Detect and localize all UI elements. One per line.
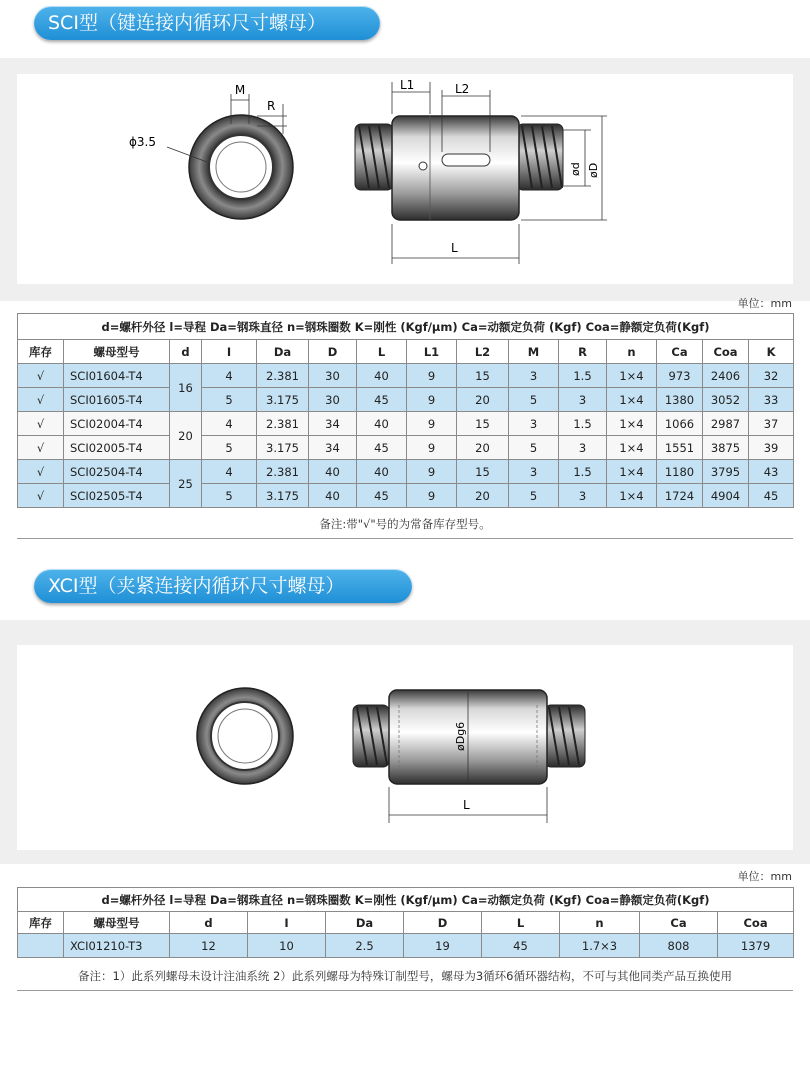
sci-spec-table [17, 313, 794, 508]
col-n: n [560, 912, 640, 934]
section1-note: 备注:带"√"号的为常备库存型号。 [319, 517, 491, 531]
label-d-small: ød [569, 162, 582, 176]
section2-title [34, 569, 412, 603]
col-dd: D [404, 912, 482, 934]
sci-header-row [18, 340, 794, 364]
col-r: R [559, 340, 607, 364]
col-dd: D [309, 340, 357, 364]
group-d: 25 [170, 460, 202, 508]
xci-spec-table [17, 887, 794, 958]
xci-header-row [18, 912, 794, 934]
table-row: √ SCI02505-T4 5 3.175 40 45 9 20 5 3 1×4 1724 4904 45 [18, 484, 794, 508]
label-hole: ϕ3.5 [129, 135, 156, 149]
col-d: d [170, 912, 248, 934]
col-n: n [607, 340, 657, 364]
label-d-big: øD [587, 162, 600, 178]
col-k: K [749, 340, 794, 364]
section2-drawing-area [17, 645, 793, 850]
table-row: √ SCI02504-T4 25 4 2.381 40 40 9 15 3 1.5 1×4 1180 3795 43 [18, 460, 794, 484]
col-l1: L1 [407, 340, 457, 364]
section1-drawing-panel [0, 58, 810, 301]
xci-legend: d=螺杆外径 l=导程 Da=钢珠直径 n=钢珠圈数 K=刚性 (Kgf/μm) Ca=动额定负荷 (Kgf) Coa=静额定负荷(Kgf) [18, 888, 794, 912]
section1-drawing-area [17, 74, 793, 284]
table-row: √ SCI01604-T4 16 4 2.381 30 40 9 15 3 1.5 1×4 973 2406 32 [18, 364, 794, 388]
label-dg6: øDg6 [454, 721, 467, 751]
col-l: L [482, 912, 560, 934]
xci-legend-row [18, 888, 794, 912]
col-model: 螺母型号 [64, 340, 170, 364]
label-l2: L2 [455, 82, 470, 96]
section2-title-cn: 型（夹紧连接内循环尺寸螺母） [78, 575, 345, 597]
label-l: L [463, 798, 470, 812]
label-l: L [451, 241, 458, 255]
col-i: I [202, 340, 257, 364]
section1-unit: 单位：mm [737, 297, 792, 310]
label-l1: L1 [400, 78, 415, 92]
section1-title-cn: 型（键连接内循环尺寸螺母） [78, 12, 326, 34]
col-da: Da [257, 340, 309, 364]
section2-note: 备注：1）此系列螺母未设计注油系统 2）此系列螺母为特殊订制型号，螺母为3循环6循环器结构，不可与其他同类产品互换使用 [78, 969, 732, 983]
col-i: I [248, 912, 326, 934]
group-d: 16 [170, 364, 202, 412]
col-ca: Ca [640, 912, 718, 934]
front-view [129, 83, 293, 219]
table-row: √ SCI01605-T4 5 3.175 30 45 9 20 5 3 1×4 1380 3052 33 [18, 388, 794, 412]
table-row: XCI01210-T3 12 10 2.5 19 45 1.7×3 808 1379 [18, 934, 794, 958]
side-view [353, 690, 585, 823]
col-coa: Coa [703, 340, 749, 364]
sci-legend-row [18, 314, 794, 340]
col-l: L [357, 340, 407, 364]
side-view [355, 78, 607, 264]
col-stock: 库存 [18, 340, 64, 364]
table-row: √ SCI02004-T4 20 4 2.381 34 40 9 15 3 1.5 1×4 1066 2987 37 [18, 412, 794, 436]
col-stock: 库存 [18, 912, 64, 934]
section2-drawing-panel [0, 620, 810, 864]
section1-title-en: SCI [48, 12, 79, 34]
table-row: √ SCI02005-T4 5 3.175 34 45 9 20 5 3 1×4 1551 3875 39 [18, 436, 794, 460]
section2-unit: 单位：mm [737, 870, 792, 883]
col-m: M [509, 340, 559, 364]
group-d: 20 [170, 412, 202, 460]
col-model: 螺母型号 [64, 912, 170, 934]
section2-title-en: XCI [48, 575, 79, 597]
sci-legend: d=螺杆外径 l=导程 Da=钢珠直径 n=钢珠圈数 K=刚性 (Kgf/μm) Ca=动额定负荷 (Kgf) Coa=静额定负荷(Kgf) [18, 314, 794, 340]
section1-divider [17, 538, 793, 539]
col-coa: Coa [718, 912, 794, 934]
section1-title [34, 6, 380, 40]
section2-divider [17, 990, 793, 991]
col-l2: L2 [457, 340, 509, 364]
col-da: Da [326, 912, 404, 934]
col-ca: Ca [657, 340, 703, 364]
label-r: R [267, 99, 276, 113]
sci-nut-drawing [17, 74, 793, 284]
col-d: d [170, 340, 202, 364]
label-m: M [234, 83, 246, 97]
xci-nut-drawing [17, 645, 793, 850]
front-view [197, 688, 293, 784]
